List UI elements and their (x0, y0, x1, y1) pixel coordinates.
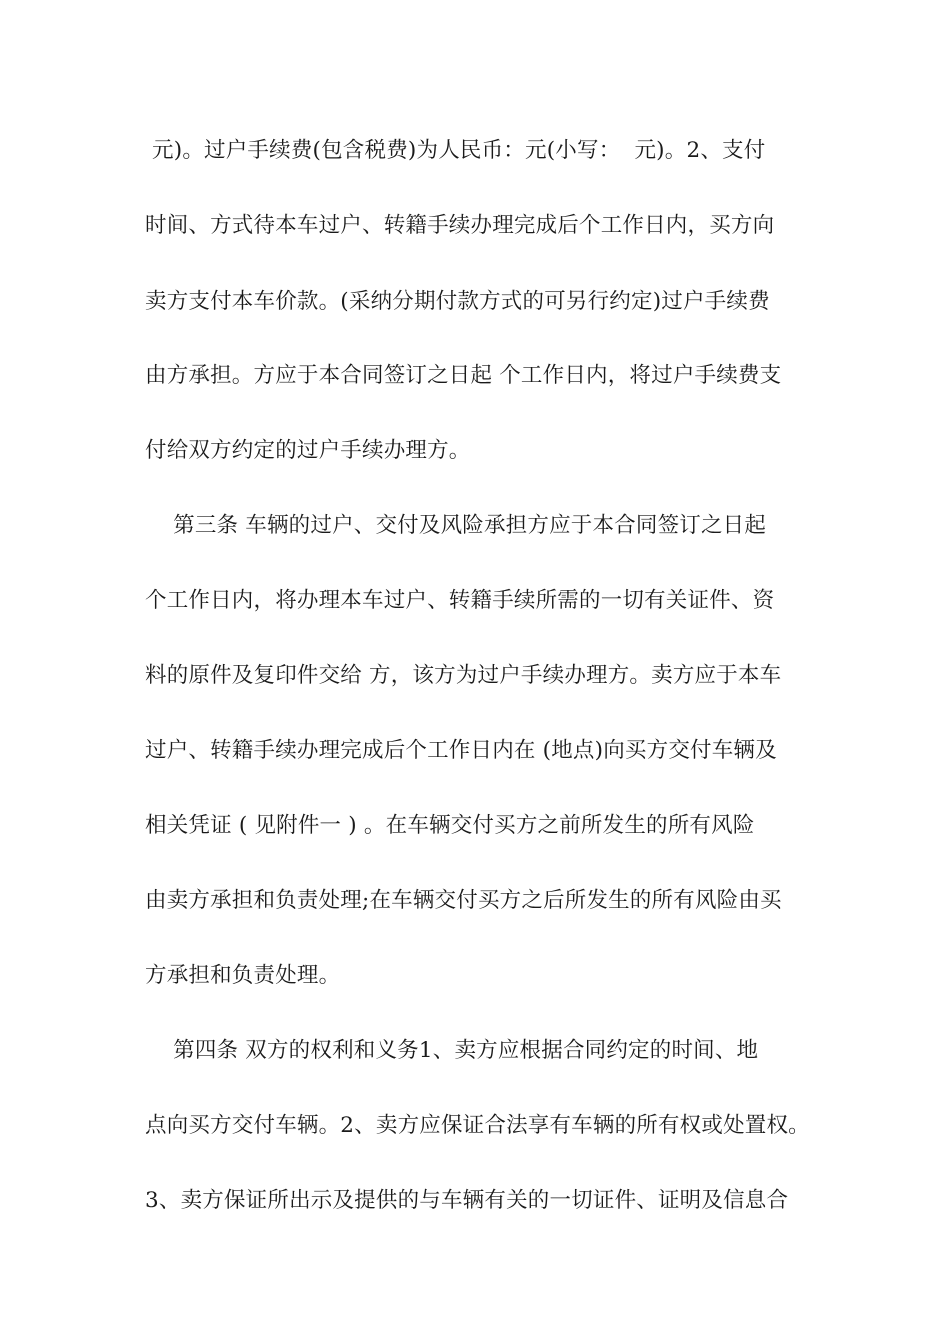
text-line-3: 卖方支付本车价款。(采纳分期付款方式的可另行约定)过户手续费 (145, 289, 770, 314)
text-line-13: 第四条 双方的权利和义务1、卖方应根据合同约定的时间、地 (145, 1038, 759, 1063)
text-line-14: 点向买方交付车辆。2、卖方应保证合法享有车辆的所有权或处置权。 (145, 1113, 810, 1138)
text-line-12: 方承担和负责处理。 (145, 963, 341, 988)
text-line-8: 料的原件及复印件交给 方，该方为过户手续办理方。卖方应于本车 (145, 663, 782, 688)
text-line-7: 个工作日内，将办理本车过户、转籍手续所需的一切有关证件、资 (145, 588, 775, 613)
text-line-5: 付给双方约定的过户手续办理方。 (145, 438, 471, 463)
text-line-1: 元)。过户手续费(包含税费)为人民币：元(小写： 元)。2、支付 (145, 138, 766, 163)
text-line-10: 相关凭证 ( 见附件一 ) 。在车辆交付买方之前所发生的所有风险 (145, 813, 755, 838)
text-line-15: 3、卖方保证所出示及提供的与车辆有关的一切证件、证明及信息合 (145, 1188, 789, 1213)
text-line-4: 由方承担。方应于本合同签订之日起 个工作日内，将过户手续费支 (145, 363, 782, 388)
text-line-9: 过户、转籍手续办理完成后个工作日内在 (地点)向买方交付车辆及 (145, 738, 777, 763)
text-line-11: 由卖方承担和负责处理;在车辆交付买方之后所发生的所有风险由买 (145, 888, 782, 913)
text-line-6: 第三条 车辆的过户、交付及风险承担方应于本合同签订之日起 (145, 513, 767, 538)
text-line-2: 时间、方式待本车过户、转籍手续办理完成后个工作日内，买方向 (145, 213, 775, 238)
